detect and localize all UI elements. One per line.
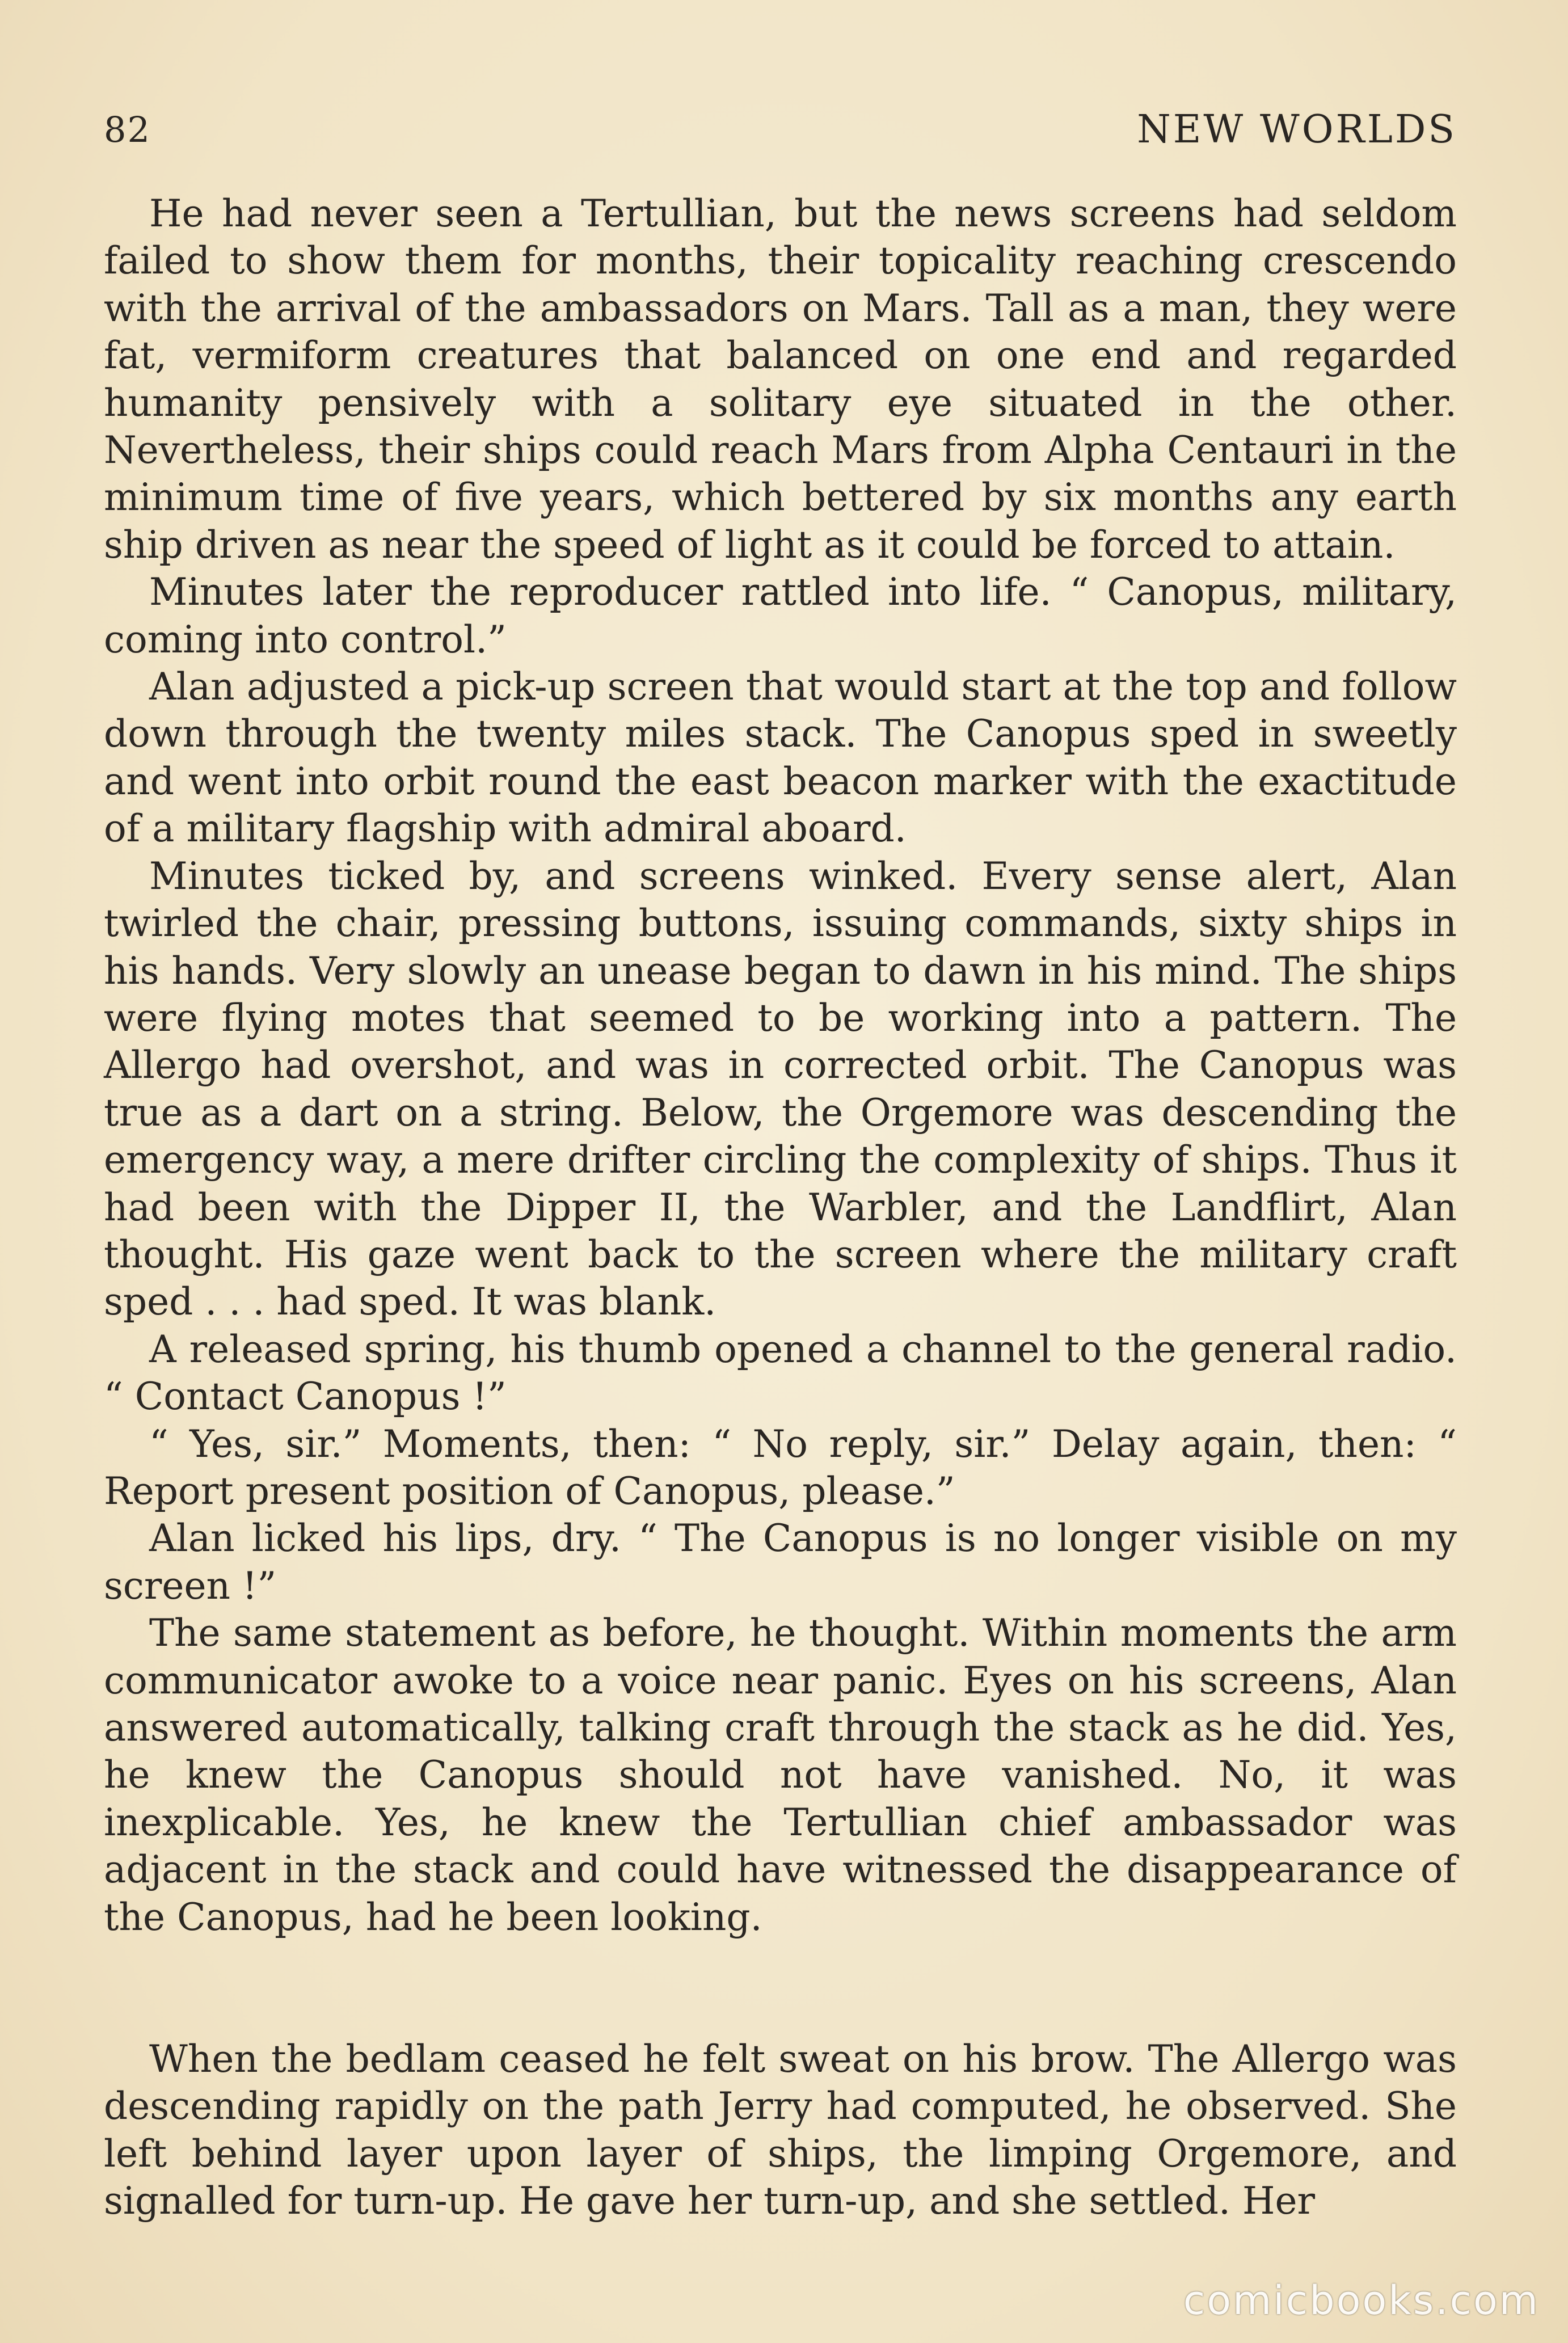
paragraph: Minutes later the reproducer rattled into life. “ Canopus, military, coming into control.” [104, 570, 1457, 661]
page-header [104, 101, 1457, 158]
paragraph: Alan licked his lips, dry. “ The Canopus is no longer visible on my screen !” [104, 1516, 1457, 1608]
paragraph: “ Yes, sir.” Moments, then: “ No reply, sir.” Delay again, then: “ Report present position of Canopus, please.” [104, 1422, 1457, 1513]
paragraph: A released spring, his thumb opened a channel to the general radio. “ Contact Canopus !” [104, 1327, 1457, 1419]
section-break [104, 1941, 1457, 2036]
paragraph: The same statement as before, he thought. Within moments the arm communicator awoke to a voice near panic. Eyes on his screens, Alan answered automatically, talking craft through the stack as he did. Yes, he knew the Canopus should not have vanished. No, it was inexplicable. Yes, he knew the Tertullian chief ambassador was adjacent in the stack and could have witnessed the disappearance of the Canopus, had he been looking. [104, 1611, 1457, 1939]
body-text [104, 190, 1457, 2225]
paragraph: He had never seen a Tertullian, but the news screens had seldom failed to show them for months, their topicality reaching crescendo with the arrival of the ambassadors on Mars. Tall as a man, they were fat, vermiform creatures that balanced on one end and regarded humanity pensively with a solitary eye situated in the other. Nevertheless, their ships could reach Mars from Alpha Centauri in the minimum time of five years, which bettered by six months any earth ship driven as near the speed of light as it could be forced to attain. [104, 192, 1457, 567]
watermark: comicbooks.com [1183, 2277, 1540, 2324]
paragraph: Alan adjusted a pick-up screen that would start at the top and follow down through the twenty miles stack. The Canopus sped in sweetly and went into orbit round the east beacon marker with the exactitude of a military flagship with admiral aboard. [104, 665, 1457, 851]
paragraph: When the bedlam ceased he felt sweat on his brow. The Allergo was descending rapidly on the path Jerry had computed, he observed. She left behind layer upon layer of ships, the limping Orgemore, and signalled for turn-up. He gave her turn-up, and she settled. Her [104, 2037, 1457, 2223]
paragraph: Minutes ticked by, and screens winked. Every sense alert, Alan twirled the chair, pressing buttons, issuing commands, sixty ships in his hands. Very slowly an unease began to dawn in his mind. The ships were flying motes that seemed to be working into a pattern. The Allergo had overshot, and was in corrected orbit. The Canopus was true as a dart on a string. Below, the Orgemore was descending the emergency way, a mere drifter circling the complexity of ships. Thus it had been with the Dipper II, the Warbler, and the Landflirt, Alan thought. His gaze went back to the screen where the military craft sped . . . had sped. It was blank. [104, 854, 1457, 1324]
running-head: NEW WORLDS [1137, 107, 1457, 152]
page-number: 82 [104, 108, 151, 150]
